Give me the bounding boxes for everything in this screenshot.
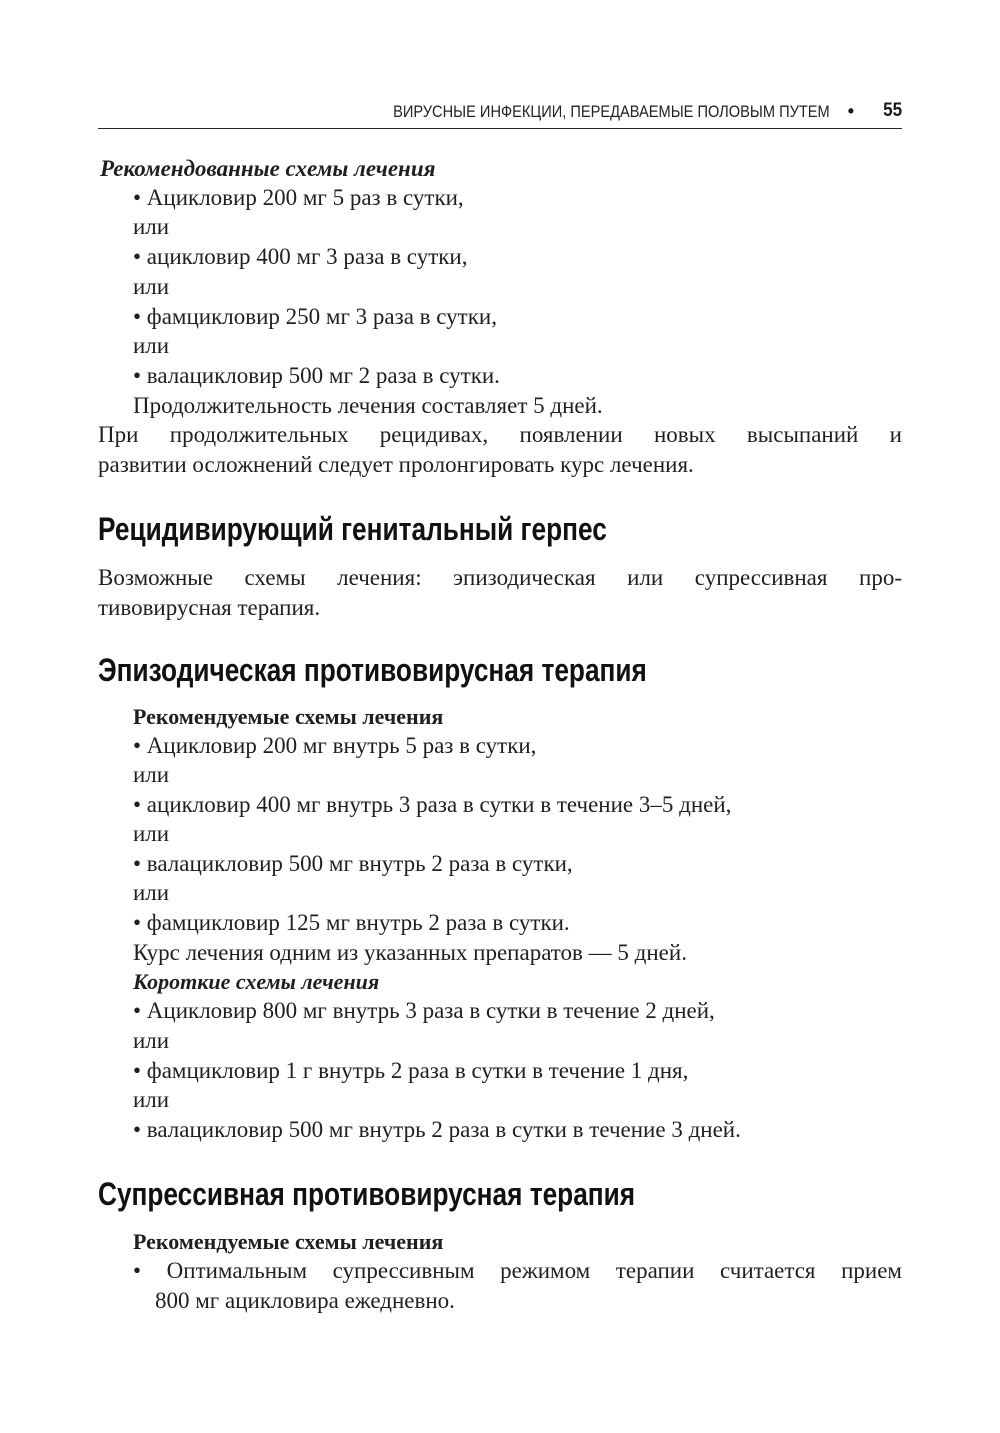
heading-episodic-therapy: Эпизодическая противовирусная терапия (98, 652, 647, 688)
list-item: • валацикловир 500 мг внутрь 2 раза в сутки, (133, 851, 573, 876)
list-item: • фамцикловир 125 мг внутрь 2 раза в сутки. (133, 910, 570, 935)
heading-suppressive-therapy: Супрессивная противовирусная терапия (98, 1176, 636, 1212)
or-separator: или (133, 880, 170, 905)
list-item: • Ацикловир 200 мг 5 раз в сутки, (133, 185, 464, 210)
heading-recurrent-herpes: Рецидивирующий генитальный герпес (98, 511, 607, 547)
or-separator: или (133, 333, 170, 358)
or-separator: или (133, 762, 170, 787)
list-item: • Ацикловир 800 мг внутрь 3 раза в сутки в течение 2 дней, (133, 998, 715, 1023)
running-title: ВИРУСНЫЕ ИНФЕКЦИИ, ПЕРЕДАВАЕМЫЕ ПОЛОВЫМ ПУТЕМ (393, 102, 830, 121)
duration-text: Продолжительность лечения составляет 5 дней. (133, 393, 603, 418)
list-item: • валацикловир 500 мг внутрь 2 раза в сутки в течение 3 дней. (133, 1117, 741, 1142)
or-separator: или (133, 274, 170, 299)
subheading-recommended: Рекомендуемые схемы лечения (133, 1229, 444, 1254)
list-item: • фамцикловир 250 мг 3 раза в сутки, (133, 304, 497, 329)
paragraph-line: При продолжительных рецидивах, появлении новых высыпаний и (98, 422, 902, 447)
page-number: 55 (882, 100, 902, 121)
list-item: • фамцикловир 1 г внутрь 2 раза в сутки в течение 1 дня, (133, 1058, 689, 1083)
list-item: • Оптимальным супрессивным режимом терапии считается прием (133, 1258, 902, 1283)
paragraph-line: тивовирусная терапия. (98, 595, 321, 620)
course-text: Курс лечения одним из указанных препаратов — 5 дней. (133, 940, 687, 965)
or-separator: или (133, 214, 170, 239)
paragraph-line: развитии осложнений следует пролонгировать курс лечения. (98, 452, 694, 477)
list-item: • валацикловир 500 мг 2 раза в сутки. (133, 363, 500, 388)
running-header (98, 100, 902, 129)
subheading-short-regimens: Короткие схемы лечения (133, 969, 380, 994)
list-item: • ацикловир 400 мг внутрь 3 раза в сутки в течение 3–5 дней, (133, 792, 732, 817)
or-separator: или (133, 1087, 170, 1112)
or-separator: или (133, 1028, 170, 1053)
paragraph-line: Возможные схемы лечения: эпизодическая или супрессивная про- (98, 565, 902, 590)
list-item: • Ацикловир 200 мг внутрь 5 раз в сутки, (133, 733, 537, 758)
or-separator: или (133, 821, 170, 846)
header-bullet: • (847, 101, 854, 121)
list-item: • ацикловир 400 мг 3 раза в сутки, (133, 244, 468, 269)
subheading-recommended: Рекомендуемые схемы лечения (133, 704, 444, 729)
subheading-recommended: Рекомендованные схемы лечения (100, 156, 436, 181)
list-item-continuation: 800 мг ацикловира ежедневно. (155, 1288, 455, 1313)
